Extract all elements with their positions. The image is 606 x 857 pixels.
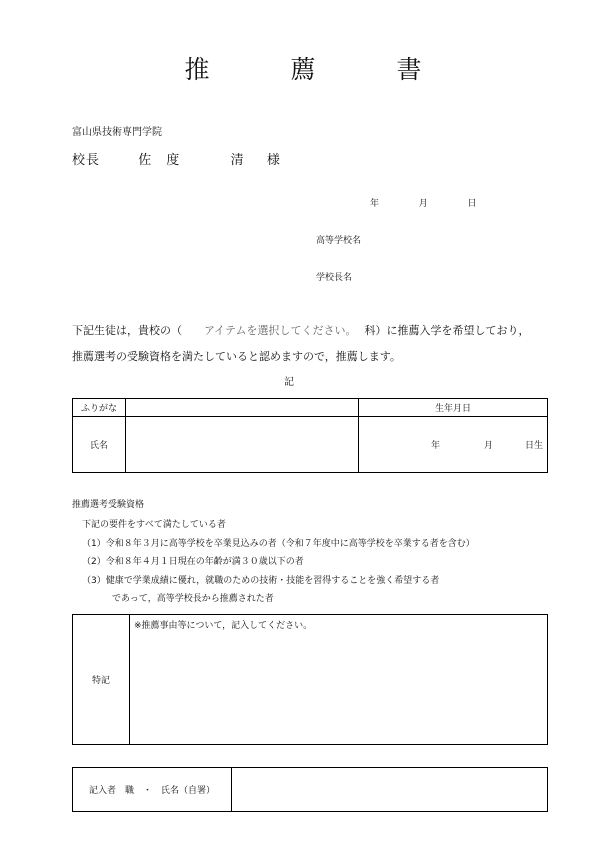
principal-line [72, 149, 281, 168]
high-school-head-label: 学校長名 [316, 273, 353, 283]
principal-role: 校長 [72, 153, 101, 168]
birth-day: 日生 [524, 441, 543, 451]
birth-field[interactable] [359, 417, 548, 473]
qualification-intro: 下記の要件をすべて満たしている者 [82, 520, 226, 530]
qualification-heading: 推薦選考受験資格 [72, 500, 145, 510]
writer-field[interactable] [232, 768, 548, 812]
furigana-label: ふりがな [73, 399, 126, 417]
date-year: 年 [370, 199, 380, 209]
writer-table [72, 767, 548, 812]
qualification-item: （3）健康で学業成績に優れ，就職のための技術・技能を習得することを強く希望する者 [82, 576, 440, 586]
body-suffix: 科）に推薦入学を希望しており， [364, 324, 530, 337]
body-line-2: 推薦選考の受験資格を満たしていると認めますので，推薦します。 [72, 350, 401, 363]
remarks-table [72, 614, 548, 745]
remarks-note: ※推薦事由等について，記入してください。 [134, 621, 313, 631]
qualification-item: （2）令和８年４月１日現在の年齢が満３０歳以下の者 [82, 557, 304, 567]
date-day: 日 [467, 199, 477, 209]
date-month: 月 [418, 199, 428, 209]
remarks-field[interactable] [130, 615, 548, 745]
remarks-label: 特記 [73, 615, 130, 745]
birth-label: 生年月日 [359, 399, 548, 417]
ki-label: 記 [284, 377, 294, 388]
high-school-name-label: 高等学校名 [316, 236, 362, 246]
school-name: 富山県技術専門学院 [72, 127, 162, 138]
writer-label: 記入者 職 ・ 氏名（自署） [73, 768, 232, 812]
birth-year: 年 [430, 441, 440, 451]
issue-date [370, 196, 477, 209]
birth-month: 月 [483, 441, 493, 451]
body-line-1 [72, 322, 529, 338]
name-field[interactable] [126, 417, 359, 473]
name-label: 氏名 [73, 417, 126, 473]
body-prefix: 下記生徒は，貴校の（ [72, 324, 182, 337]
qualification-item-continued: であって，高等学校長から推薦された者 [112, 594, 274, 604]
furigana-field[interactable] [126, 399, 359, 417]
qualification-item: （1）令和８年３月に高等学校を卒業見込みの者（令和７年度中に高等学校を卒業する者を含む） [82, 539, 475, 549]
department-select[interactable]: アイテムを選択してください。 [204, 324, 357, 337]
principal-given-name: 清 [230, 153, 245, 168]
student-table [72, 398, 548, 473]
document-title: 推 薦 書 [184, 55, 450, 84]
principal-honorific: 様 [266, 153, 281, 168]
principal-surname: 佐 度 [138, 153, 181, 168]
